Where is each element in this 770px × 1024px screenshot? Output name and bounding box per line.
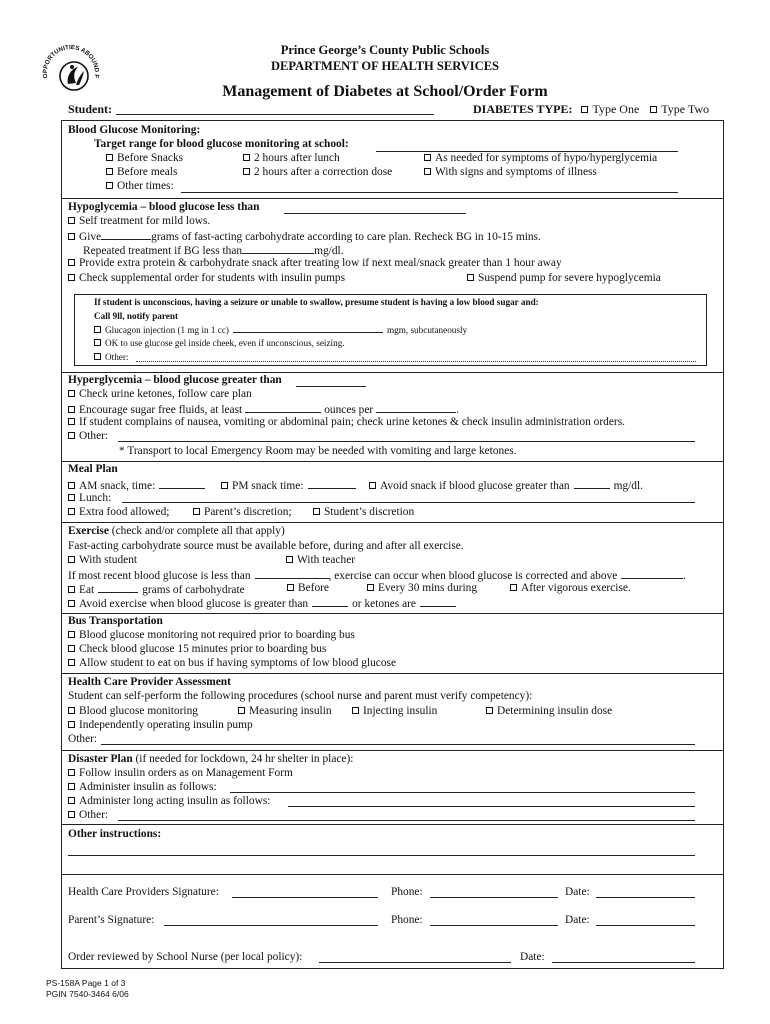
student-discretion-label: Student’s discretion [324, 506, 415, 518]
exercise-above-field[interactable] [621, 568, 683, 579]
pm-snack-checkbox[interactable] [221, 482, 228, 489]
2h-correction-checkbox[interactable] [243, 168, 250, 175]
type-two-checkbox[interactable] [650, 106, 657, 113]
lunch-label: Lunch: [79, 492, 112, 504]
footer-line2: PGIN 7540-3464 6/06 [46, 989, 129, 999]
bus-heading: Bus Transportation [68, 615, 163, 627]
avoid-snack-unit: mg/dl. [613, 480, 644, 492]
disaster-item3-label: Administer long acting insulin as follows: [79, 795, 271, 807]
hcp-opt1-label: Blood glucose monitoring [79, 705, 198, 717]
eat-grams-field[interactable] [98, 582, 138, 593]
box-other-label: Other: [105, 352, 129, 362]
2h-lunch-checkbox[interactable] [243, 154, 250, 161]
parent-date-field[interactable] [596, 925, 695, 926]
other-times-checkbox[interactable] [106, 182, 113, 189]
hyper-threshold-field[interactable] [296, 386, 366, 387]
department-name: DEPARTMENT OF HEALTH SERVICES [271, 59, 499, 73]
before-label: Before [298, 582, 329, 594]
give-desc: grams of fast-acting carbohydrate according to care plan. Recheck BG in 10-15 mins. [151, 231, 541, 243]
divider [61, 874, 724, 875]
before-meals-checkbox[interactable] [106, 168, 113, 175]
avoid-exercise-checkbox[interactable] [68, 600, 75, 607]
other-instructions-field[interactable] [68, 855, 695, 856]
student-name-field[interactable] [116, 114, 434, 115]
hcp-heading: Health Care Provider Assessment [68, 676, 231, 688]
parent-phone-field[interactable] [430, 925, 558, 926]
ketones-label: Check urine ketones, follow care plan [79, 388, 252, 400]
hcp-intro: Student can self-perform the following procedures (school nurse and parent must verify competency): [68, 690, 533, 702]
disaster-item4-field[interactable] [118, 820, 695, 821]
bgm-target-label: Target range for blood glucose monitoring at school: [94, 138, 349, 150]
fluids-per-label: ounces per [324, 404, 374, 416]
glucagon-unit: mgm, subcutaneously [387, 325, 468, 335]
as-needed-label: As needed for symptoms of hypo/hyperglycemia [435, 152, 658, 164]
eat-unit: grams of carbohydrate [142, 584, 245, 596]
parent-discretion-label: Parent’s discretion; [204, 506, 292, 518]
2h-lunch-label: 2 hours after lunch [254, 152, 340, 164]
emergency-line2: Call 9ll, notify parent [94, 311, 179, 321]
give-carb-checkbox[interactable] [68, 233, 75, 240]
bus-item1-label: Blood glucose monitoring not required prior to boarding bus [79, 629, 355, 641]
repeat-bg-field[interactable] [242, 243, 314, 254]
nurse-review-label: Order reviewed by School Nurse (per local policy): [68, 951, 303, 963]
protein-label: Provide extra protein & carbohydrate snack after treating low if next meal/snack greater than 1 hour away [79, 257, 562, 269]
bus-item3-checkbox[interactable] [68, 659, 75, 666]
hcp-opt5-checkbox[interactable] [68, 721, 75, 728]
ketones-are-label: or ketones are [352, 598, 416, 610]
hcp-opt1-checkbox[interactable] [68, 707, 75, 714]
after-label: After vigorous exercise. [521, 582, 631, 594]
hcp-other-label: Other: [68, 733, 98, 745]
footer-line1: PS-158A Page 1 of 3 [46, 978, 126, 988]
fluids-per-field[interactable] [376, 402, 456, 413]
with-student-checkbox[interactable] [68, 556, 75, 563]
before-checkbox[interactable] [287, 584, 294, 591]
pm-snack-label: PM snack time: [232, 480, 304, 492]
lunch-field[interactable] [122, 502, 695, 503]
repeat-unit: mg/dl. [314, 245, 344, 257]
ketones-checkbox[interactable] [68, 390, 75, 397]
hcp-other-field[interactable] [101, 744, 695, 745]
other-times-field[interactable] [181, 192, 678, 193]
hcp-opt4-label: Determining insulin dose [497, 705, 613, 717]
am-snack-label: AM snack, time: [79, 480, 156, 492]
avoid-snack-label: Avoid snack if blood glucose greater than [380, 480, 570, 492]
hcp-date-label: Date: [565, 886, 590, 898]
exercise-if-label: If most recent blood glucose is less than [68, 570, 251, 582]
repeat-label: Repeated treatment if BG less than [83, 245, 243, 257]
hcp-opt2-label: Measuring insulin [249, 705, 332, 717]
exercise-note: (check and/or complete all that apply) [111, 525, 285, 537]
box-other-checkbox[interactable] [94, 353, 101, 360]
hyper-other-checkbox[interactable] [68, 432, 75, 439]
protein-checkbox[interactable] [68, 259, 75, 266]
other-instructions-heading: Other instructions: [68, 828, 162, 840]
avoid-snack-checkbox[interactable] [369, 482, 376, 489]
type-one-checkbox[interactable] [581, 106, 588, 113]
complains-checkbox[interactable] [68, 418, 75, 425]
give-label: Give [79, 231, 102, 243]
signs-illness-checkbox[interactable] [424, 168, 431, 175]
nurse-review-field[interactable] [319, 962, 511, 963]
diabetes-type-label: DIABETES TYPE: [473, 102, 573, 116]
hcp-opt3-label: Injecting insulin [363, 705, 438, 717]
avoid-exercise-field[interactable] [312, 596, 348, 607]
exercise-fast: Fast-acting carbohydrate source must be available before, during and after all exercise. [68, 540, 464, 552]
divider [61, 750, 724, 751]
with-teacher-label: With teacher [297, 554, 356, 566]
hypo-threshold-field[interactable] [284, 213, 466, 214]
pump-check-label: Check supplemental order for students with insulin pumps [79, 272, 346, 284]
am-snack-checkbox[interactable] [68, 482, 75, 489]
glucose-gel-label: OK to use glucose gel inside cheek, even if unconscious, seizing. [105, 338, 345, 348]
type-two-label: Type Two [661, 102, 710, 116]
self-treat-checkbox[interactable] [68, 217, 75, 224]
after-checkbox[interactable] [510, 584, 517, 591]
hcp-opt4-checkbox[interactable] [486, 707, 493, 714]
hcp-opt2-checkbox[interactable] [238, 707, 245, 714]
box-other-field[interactable] [136, 361, 696, 362]
eat-checkbox[interactable] [68, 586, 75, 593]
disaster-item4-checkbox[interactable] [68, 811, 75, 818]
disaster-item2-checkbox[interactable] [68, 783, 75, 790]
bus-item3-label: Allow student to eat on bus if having symptoms of low blood glucose [79, 657, 397, 669]
student-discretion-checkbox[interactable] [313, 508, 320, 515]
fluids-label: Encourage sugar free fluids, at least [79, 404, 243, 416]
hcp-signature-label: Health Care Providers Signature: [68, 886, 219, 898]
other-times-label: Other times: [117, 180, 174, 192]
hyper-other-label: Other: [79, 430, 109, 442]
as-needed-checkbox[interactable] [424, 154, 431, 161]
meal-heading: Meal Plan [68, 463, 118, 475]
with-teacher-checkbox[interactable] [286, 556, 293, 563]
disaster-item3-field[interactable] [288, 806, 695, 807]
divider [61, 372, 724, 373]
complains-label: If student complains of nausea, vomiting or abdominal pain; check urine ketones & check insulin administration orders. [79, 416, 625, 428]
hyper-heading: Hyperglycemia – blood glucose greater than [68, 374, 282, 386]
parent-date-label: Date: [565, 914, 590, 926]
before-snacks-label: Before Snacks [117, 152, 184, 164]
divider [61, 673, 724, 674]
hcp-opt3-checkbox[interactable] [352, 707, 359, 714]
signs-illness-label: With signs and symptoms of illness [435, 166, 597, 178]
eat-label: Eat [79, 584, 95, 596]
disaster-item2-field[interactable] [230, 792, 695, 793]
bgm-heading: Blood Glucose Monitoring: [68, 124, 201, 136]
parent-discretion-checkbox[interactable] [193, 508, 200, 515]
disaster-item3-checkbox[interactable] [68, 797, 75, 804]
ketones-are-field[interactable] [420, 596, 456, 607]
before-snacks-checkbox[interactable] [106, 154, 113, 161]
give-grams-field[interactable] [101, 229, 151, 240]
fluids-oz-field[interactable] [245, 402, 321, 413]
disaster-heading: Disaster Plan [68, 753, 133, 765]
am-snack-field[interactable] [159, 478, 205, 489]
avoid-snack-field[interactable] [574, 478, 610, 489]
exercise-if-cont: , exercise can occur when blood glucose is corrected and above [328, 570, 618, 582]
hcp-opt5-label: Independently operating insulin pump [79, 719, 253, 731]
hcp-signature-field[interactable] [232, 897, 378, 898]
type-one-label: Type One [592, 102, 640, 116]
glucagon-checkbox[interactable] [94, 326, 101, 333]
disaster-item1-label: Follow insulin orders as on Management Form [79, 767, 293, 779]
fluids-checkbox[interactable] [68, 406, 75, 413]
disaster-note: (if needed for lockdown, 24 hr shelter in place): [135, 753, 354, 765]
glucose-gel-checkbox[interactable] [94, 339, 101, 346]
logo-ring-text: OPPORTUNITIES ABOUND F [41, 44, 101, 79]
divider [61, 522, 724, 523]
bus-item2-label: Check blood glucose 15 minutes prior to boarding bus [79, 643, 327, 655]
transport-note: * Transport to local Emergency Room may be needed with vomiting and large ketones. [119, 445, 517, 457]
parent-signature-field[interactable] [164, 925, 378, 926]
nurse-date-field[interactable] [552, 962, 695, 963]
every30-label: Every 30 mins during [378, 582, 478, 594]
emergency-line1: If student is unconscious, having a seizure or unable to swallow, presume student is having a low blood sugar and: [94, 297, 539, 307]
parent-signature-label: Parent’s Signature: [68, 914, 155, 926]
student-label: Student: [68, 102, 113, 116]
before-meals-label: Before meals [117, 166, 178, 178]
every30-checkbox[interactable] [367, 584, 374, 591]
hcp-phone-label: Phone: [391, 886, 423, 898]
disaster-item4-label: Other: [79, 809, 109, 821]
divider [61, 613, 724, 614]
disaster-item1-checkbox[interactable] [68, 769, 75, 776]
extra-food-checkbox[interactable] [68, 508, 75, 515]
hypo-heading: Hypoglycemia – blood glucose less than [68, 201, 260, 213]
disaster-item2-label: Administer insulin as follows: [79, 781, 217, 793]
hyper-other-field[interactable] [118, 441, 695, 442]
avoid-exercise-label: Avoid exercise when blood glucose is greater than [79, 598, 309, 610]
exercise-low-field[interactable] [255, 568, 329, 579]
glucagon-dose-field[interactable] [233, 324, 383, 333]
page-title: Management of Diabetes at School/Order Form [222, 83, 548, 100]
with-student-label: With student [79, 554, 138, 566]
bus-item1-checkbox[interactable] [68, 631, 75, 638]
glucagon-label: Glucagon injection (1 mg in 1 cc) [105, 325, 229, 335]
divider [61, 198, 724, 199]
lunch-checkbox[interactable] [68, 494, 75, 501]
nurse-date-label: Date: [520, 951, 545, 963]
exercise-heading: Exercise [68, 525, 109, 537]
self-treat-label: Self treatment for mild lows. [79, 215, 211, 227]
pump-suspend-checkbox[interactable] [467, 274, 474, 281]
hcp-date-field[interactable] [596, 897, 695, 898]
pump-check-checkbox[interactable] [68, 274, 75, 281]
divider [61, 824, 724, 825]
divider [61, 461, 724, 462]
hcp-phone-field[interactable] [430, 897, 558, 898]
pm-snack-field[interactable] [308, 478, 356, 489]
org-name: Prince George’s County Public Schools [280, 43, 490, 57]
2h-correction-label: 2 hours after a correction dose [254, 166, 393, 178]
bus-item2-checkbox[interactable] [68, 645, 75, 652]
parent-phone-label: Phone: [391, 914, 423, 926]
pump-suspend-label: Suspend pump for severe hypoglycemia [478, 272, 661, 284]
extra-food-label: Extra food allowed; [79, 506, 170, 518]
